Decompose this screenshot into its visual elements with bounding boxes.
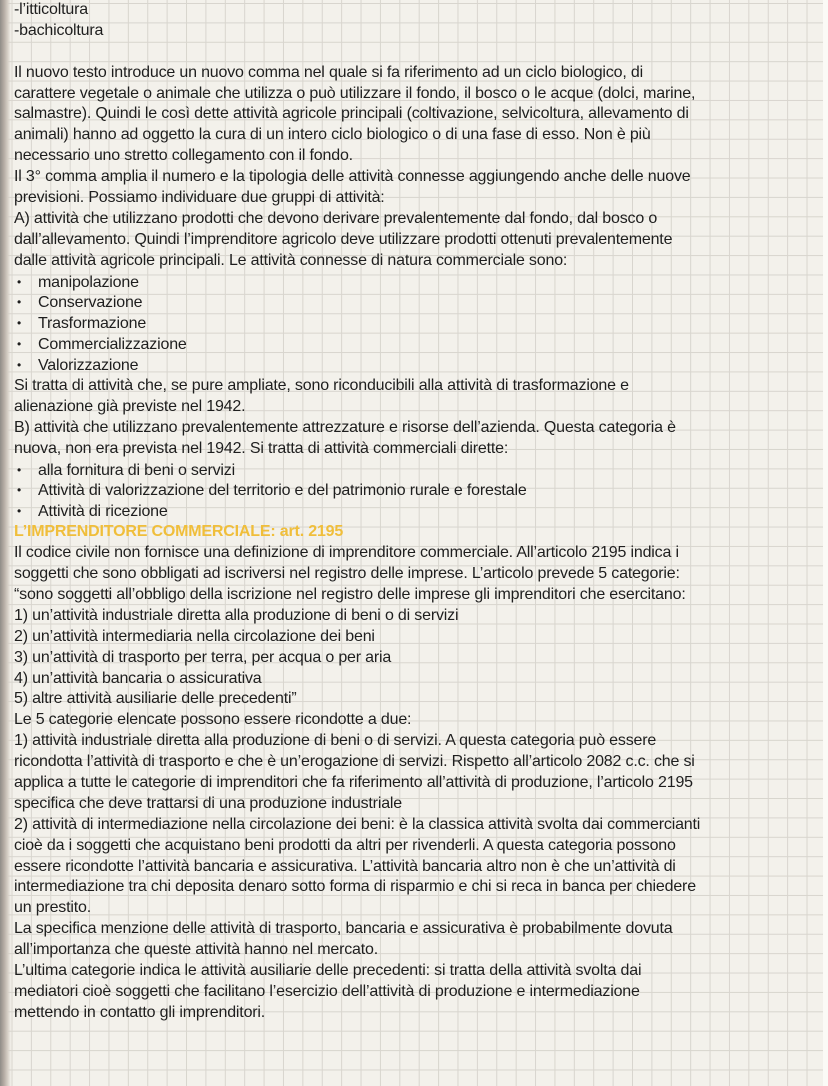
bullet-icon: • — [17, 462, 22, 477]
bullet-list-item — [14, 480, 806, 501]
text-line: nuova, non era prevista nel 1942. Si tratta di attività commerciali dirette: — [14, 439, 509, 457]
bullet-icon: • — [17, 337, 22, 352]
text-line: specifica che deve trattarsi di una produzione industriale — [14, 794, 403, 812]
text-line: soggetti che sono obbligati ad iscriversi nel registro delle imprese. L’articolo prevede 5 categorie: — [14, 565, 680, 583]
text-line: dall’allevamento. Quindi l’imprenditore agricolo deve utilizzare prodotti ottenuti prevalentemente — [14, 230, 673, 248]
text-line: salmastre). Quindi le così dette attività agricole principali (coltivazione, selvicoltura, allevamento di — [14, 105, 689, 123]
section-heading: L’IMPRENDITORE COMMERCIALE: art. 2195 — [14, 523, 344, 541]
bullet-icon: • — [17, 358, 22, 373]
text-line: Si tratta di attività che, se pure ampliate, sono riconducibili alla attività di trasformazione e — [14, 377, 629, 395]
bullet-item-label: Trasformazione — [38, 315, 147, 333]
text-line: 1) un’attività industriale diretta alla produzione di beni o di servizi — [14, 606, 459, 624]
notes-text-layer — [14, 0, 806, 1024]
page-left-edge — [0, 0, 11, 1086]
text-line: Il codice civile non fornisce una definizione di imprenditore commerciale. All’articolo 2195 indica i — [14, 544, 679, 562]
text-line: 5) altre attività ausiliarie delle precedenti” — [14, 690, 297, 708]
bullet-icon: • — [17, 504, 22, 519]
text-line: applica a tutte le categorie di imprenditori che fa riferimento all’attività di produzione, l’articolo 2195 — [14, 773, 693, 791]
text-line: essere ricondotte l’attività bancaria e assicurativa. L’attività bancaria altro non è che un’attività di — [14, 857, 676, 875]
text-line: B) attività che utilizzano prevalentemente attrezzature e risorse dell’azienda. Questa categoria è — [14, 418, 676, 436]
text-line: -l’itticoltura — [14, 1, 88, 18]
text-line: A) attività che utilizzano prodotti che devono derivare prevalentemente dal fondo, dal bosco o — [14, 209, 658, 227]
bullet-icon: • — [17, 274, 22, 289]
page-right-edge — [823, 0, 828, 1086]
bullet-list-item — [14, 272, 806, 293]
text-line: Il nuovo testo introduce un nuovo comma nel quale si fa riferimento ad un ciclo biologico, di — [14, 63, 643, 81]
text-line: 3) un’attività di trasporto per terra, per acqua o per aria — [14, 648, 392, 666]
text-line: all’importanza che queste attività hanno nel mercato. — [14, 941, 379, 959]
text-line: alienazione già previste nel 1942. — [14, 397, 246, 415]
text-line: “sono soggetti all’obbligo della iscrizione nel registro delle imprese gli imprenditori che esercitano: — [14, 585, 686, 603]
bullet-item-label: Attività di valorizzazione del territorio e del patrimonio rurale e forestale — [38, 482, 527, 500]
text-line: animali) hanno ad oggetto la cura di un intero ciclo biologico o di una fase di esso. Non è più — [14, 126, 651, 144]
text-line: carattere vegetale o animale che utilizza o può utilizzare il fondo, il bosco o le acque (dolci, marine, — [14, 84, 696, 102]
bullet-icon: • — [17, 483, 22, 498]
bullet-item-label: Valorizzazione — [38, 357, 139, 375]
text-line: previsioni. Possiamo individuare due gruppi di attività: — [14, 189, 385, 207]
text-line: un prestito. — [14, 899, 91, 917]
text-line: Il 3° comma amplia il numero e la tipologia delle attività connesse aggiungendo anche delle nuove — [14, 168, 691, 186]
bullet-item-label: Conservazione — [38, 294, 143, 312]
text-line: dalle attività agricole principali. Le attività connesse di natura commerciale sono: — [14, 251, 568, 269]
bullet-item-label: Attività di ricezione — [38, 503, 168, 521]
bullet-list-item — [14, 355, 806, 376]
bullet-list-item — [14, 334, 806, 355]
bullet-list-item — [14, 292, 806, 313]
text-line: -bachicoltura — [14, 21, 104, 39]
bullet-list-item — [14, 501, 806, 522]
text-line: 2) attività di intermediazione nella circolazione dei beni: è la classica attività svolta dai commercianti — [14, 815, 701, 833]
bullet-item-label: manipolazione — [38, 273, 139, 291]
text-line: mettendo in contatto gli imprenditori. — [14, 1003, 266, 1021]
bullet-list-item — [14, 460, 806, 481]
text-line: Le 5 categorie elencate possono essere ricondotte a due: — [14, 711, 412, 729]
bullet-icon: • — [17, 316, 22, 331]
text-line: L’ultima categorie indica le attività ausiliarie delle precedenti: si tratta della attività svolta dai — [14, 961, 642, 979]
blank-line — [14, 42, 806, 63]
text-line: La specifica menzione delle attività di trasporto, bancaria e assicurativa è probabilmente dovuta — [14, 920, 673, 938]
text-line: necessario uno stretto collegamento con il fondo. — [14, 147, 353, 165]
text-line: cioè da i soggetti che acquistano beni prodotti da altri per rivenderli. A questa categoria possono — [14, 836, 676, 854]
text-line: ricondotta l’attività di trasporto e che è un’erogazione di servizi. Rispetto all’articolo 2082 c.c. che si — [14, 753, 695, 771]
bullet-list-item — [14, 313, 806, 334]
bullet-item-label: alla fornitura di beni o servizi — [38, 461, 236, 479]
text-line: mediatori cioè soggetti che facilitano l’esercizio dell’attività di produzione e intermediazione — [14, 982, 640, 1000]
text-line: intermediazione tra chi deposita denaro sotto forma di risparmio e chi si reca in banca per chiedere — [14, 878, 696, 896]
text-line: 4) un’attività bancaria o assicurativa — [14, 669, 262, 687]
bullet-icon: • — [17, 295, 22, 310]
text-line: 2) un’attività intermediaria nella circolazione dei beni — [14, 627, 375, 645]
bullet-item-label: Commercializzazione — [38, 336, 187, 354]
text-line: 1) attività industriale diretta alla produzione di beni o di servizi. A questa categoria può essere — [14, 732, 657, 750]
